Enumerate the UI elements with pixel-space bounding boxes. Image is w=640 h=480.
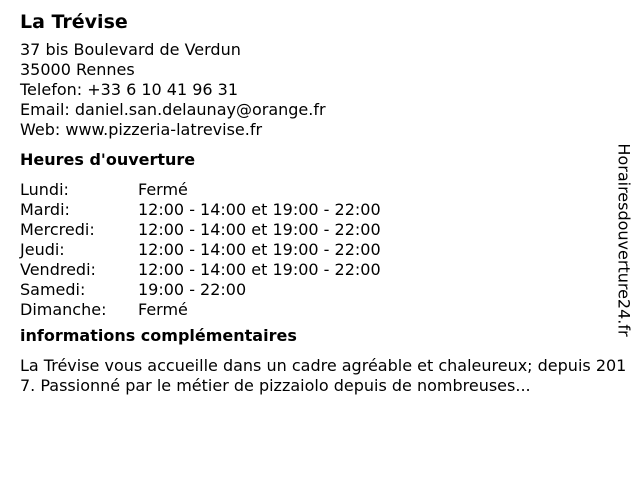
hours-row-jeudi (20, 240, 620, 260)
hours-row-lundi (20, 180, 620, 200)
day-label: Dimanche: (20, 300, 107, 319)
business-name: La Trévise (20, 11, 128, 33)
hours-row-vendredi (20, 260, 620, 280)
day-hours: 12:00 - 14:00 et 19:00 - 22:00 (138, 260, 381, 279)
day-hours: 12:00 - 14:00 et 19:00 - 22:00 (138, 200, 381, 219)
day-label: Samedi: (20, 280, 86, 299)
day-label: Mercredi: (20, 220, 95, 239)
day-hours: 12:00 - 14:00 et 19:00 - 22:00 (138, 220, 381, 239)
hours-row-mercredi (20, 220, 620, 240)
description-text: La Trévise vous accueille dans un cadre agréable et chaleureux; depuis 2017. Passionné par le métier de pizzaiolo depuis de nombreuses... (20, 356, 627, 395)
hours-row-samedi (20, 280, 620, 300)
day-label: Lundi: (20, 180, 69, 199)
day-label: Jeudi: (20, 240, 65, 259)
day-label: Vendredi: (20, 260, 96, 279)
hours-row-mardi (20, 200, 620, 220)
day-hours: 12:00 - 14:00 et 19:00 - 22:00 (138, 240, 381, 259)
email: Email: daniel.san.delaunay@orange.fr (20, 100, 326, 119)
phone: Telefon: +33 6 10 41 96 31 (20, 80, 239, 99)
hours-table (20, 180, 620, 320)
watermark: Horairesdouverture24.fr (614, 143, 634, 337)
day-hours: Fermé (138, 180, 188, 199)
hours-heading: Heures d'ouverture (20, 150, 196, 169)
hours-row-dimanche (20, 300, 620, 320)
website: Web: www.pizzeria-latrevise.fr (20, 120, 263, 139)
day-hours: Fermé (138, 300, 188, 319)
info-heading: informations complémentaires (20, 326, 297, 345)
city: 35000 Rennes (20, 60, 135, 79)
address-block (20, 40, 620, 140)
day-hours: 19:00 - 22:00 (138, 280, 247, 299)
day-label: Mardi: (20, 200, 70, 219)
street-address: 37 bis Boulevard de Verdun (20, 40, 241, 59)
